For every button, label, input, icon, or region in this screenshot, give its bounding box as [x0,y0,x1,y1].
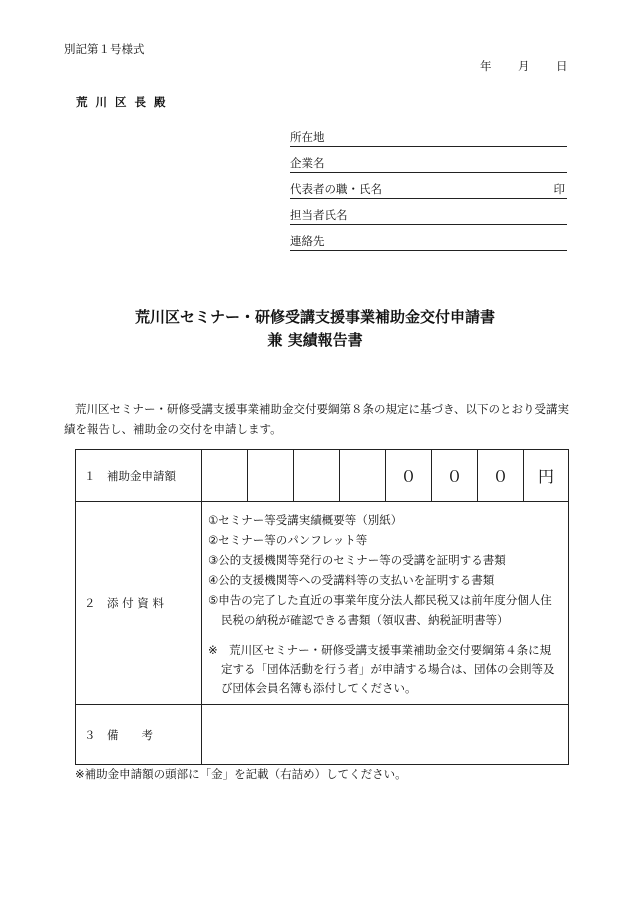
representative-label: 代表者の職・氏名 [290,182,382,196]
company-label: 企業名 [290,156,325,170]
intro-paragraph: 荒川区セミナー・研修受講支援事業補助金交付要綱第８条の規定に基づき、以下のとおり受講実績を報告し、補助金の交付を申請します。 [64,402,570,436]
attachments-note: ※ 荒川区セミナー・研修受講支援事業補助金交付要綱第４条に規定する「団体活動を行う者」が申請する場合は、団体の会則等及び団体会員名簿も添付してください。 [208,643,555,695]
amount-unit-cell: 円 [524,450,569,502]
date-day-label: 日 [556,59,568,73]
date-year-label: 年 [480,59,492,73]
attachments-label: ２ 添 付 資 料 [76,502,202,705]
contact-person-label: 担当者氏名 [290,208,348,222]
footer-note: ※補助金申請額の頭部に「金」を記載（右詰め）してください。 [75,767,407,781]
contact-field[interactable] [290,232,567,251]
attachment-item: ④公的支援機関等への受講料等の支払いを証明する書類 [208,573,495,587]
seal-mark: 印 [553,182,565,196]
addressee: 荒川区長殿 [76,95,174,109]
amount-digit-cell[interactable] [294,450,340,502]
amount-label: １ 補助金申請額 [76,450,202,502]
remarks-label: ３ 備 考 [76,705,202,765]
amount-digit-cell[interactable] [340,450,386,502]
date-month-label: 月 [518,59,530,73]
representative-field[interactable] [290,180,567,199]
amount-digit-cell[interactable] [248,450,294,502]
amount-digit-cell[interactable] [202,450,248,502]
amount-digit-cell[interactable]: ０ [432,450,478,502]
contact-person-field[interactable] [290,206,567,225]
remarks-field[interactable] [202,705,569,765]
document-title: 荒川区セミナー・研修受講支援事業補助金交付申請書 [134,308,495,326]
form-number: 別記第１号様式 [64,42,145,56]
attachments-row [76,502,569,705]
amount-digit-cell[interactable]: ０ [386,450,432,502]
application-table [75,449,569,765]
address-field[interactable] [290,128,567,147]
attachment-item: ③公的支援機関等発行のセミナー等の受講を証明する書類 [208,553,506,567]
attachment-item: ②セミナー等のパンフレット等 [208,533,368,547]
company-field[interactable] [290,154,567,173]
attachments-cell [202,502,569,705]
contact-label: 連絡先 [290,234,325,248]
amount-digit-cell[interactable]: ０ [478,450,524,502]
address-label: 所在地 [290,130,325,144]
remarks-row [76,705,569,765]
attachment-item: ⑤申告の完了した直近の事業年度分法人都民税又は前年度分個人住民税の納税が確認できる書類（領収書、納税証明書等） [208,593,552,627]
attachment-item: ①セミナー等受講実績概要等（別紙） [208,513,403,527]
amount-row [76,450,569,502]
document-subtitle: 兼 実績報告書 [267,331,363,349]
